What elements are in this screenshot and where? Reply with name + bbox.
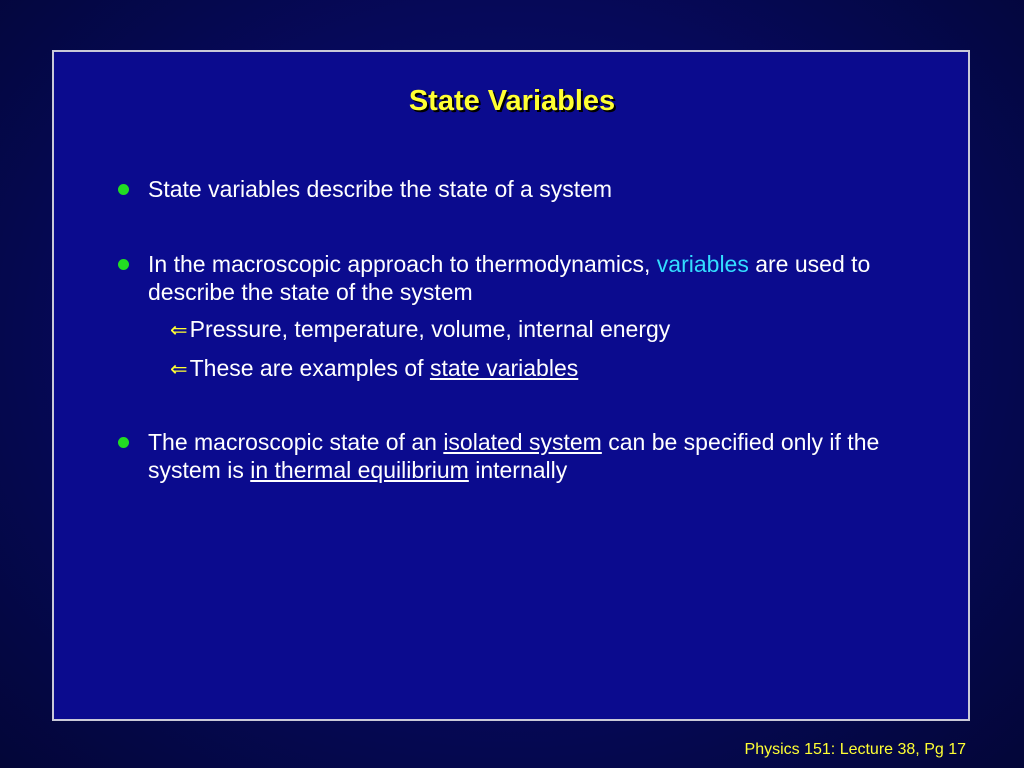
underlined-term: isolated system xyxy=(443,429,602,455)
bullet-text-before: In the macroscopic approach to thermodynamics, xyxy=(148,251,657,277)
bullet-dot-icon xyxy=(118,259,129,270)
sub-item-text: These are examples of xyxy=(189,355,430,381)
slide-footer: Physics 151: Lecture 38, Pg 17 xyxy=(744,741,966,758)
underlined-term: state variables xyxy=(429,355,579,381)
bullet-text xyxy=(148,428,918,484)
arrow-left-icon: ⇐ xyxy=(170,357,188,381)
sub-item-text: Pressure, temperature, volume, internal energy xyxy=(189,316,671,342)
arrow-left-icon: ⇐ xyxy=(170,318,188,342)
sub-item-1 xyxy=(170,315,930,344)
bullet-text-after: are used to describe the state of the system xyxy=(148,251,871,305)
slide-frame xyxy=(52,50,970,721)
sub-item-2 xyxy=(170,354,930,383)
highlight-term: variables xyxy=(656,251,749,277)
bullet-dot-icon xyxy=(118,184,129,195)
underlined-term: in thermal equilibrium xyxy=(250,457,469,483)
bullet-text xyxy=(148,250,918,306)
bullet-dot-icon xyxy=(118,437,129,448)
bullet-text-before: The macroscopic state of an xyxy=(148,429,444,455)
bullet-text: State variables describe the state of a system xyxy=(148,176,613,202)
slide-title: State Variables xyxy=(408,85,616,117)
bullet-text-after: internally xyxy=(468,457,568,483)
bullet-text-middle: can be specified only if the system is xyxy=(148,429,880,483)
